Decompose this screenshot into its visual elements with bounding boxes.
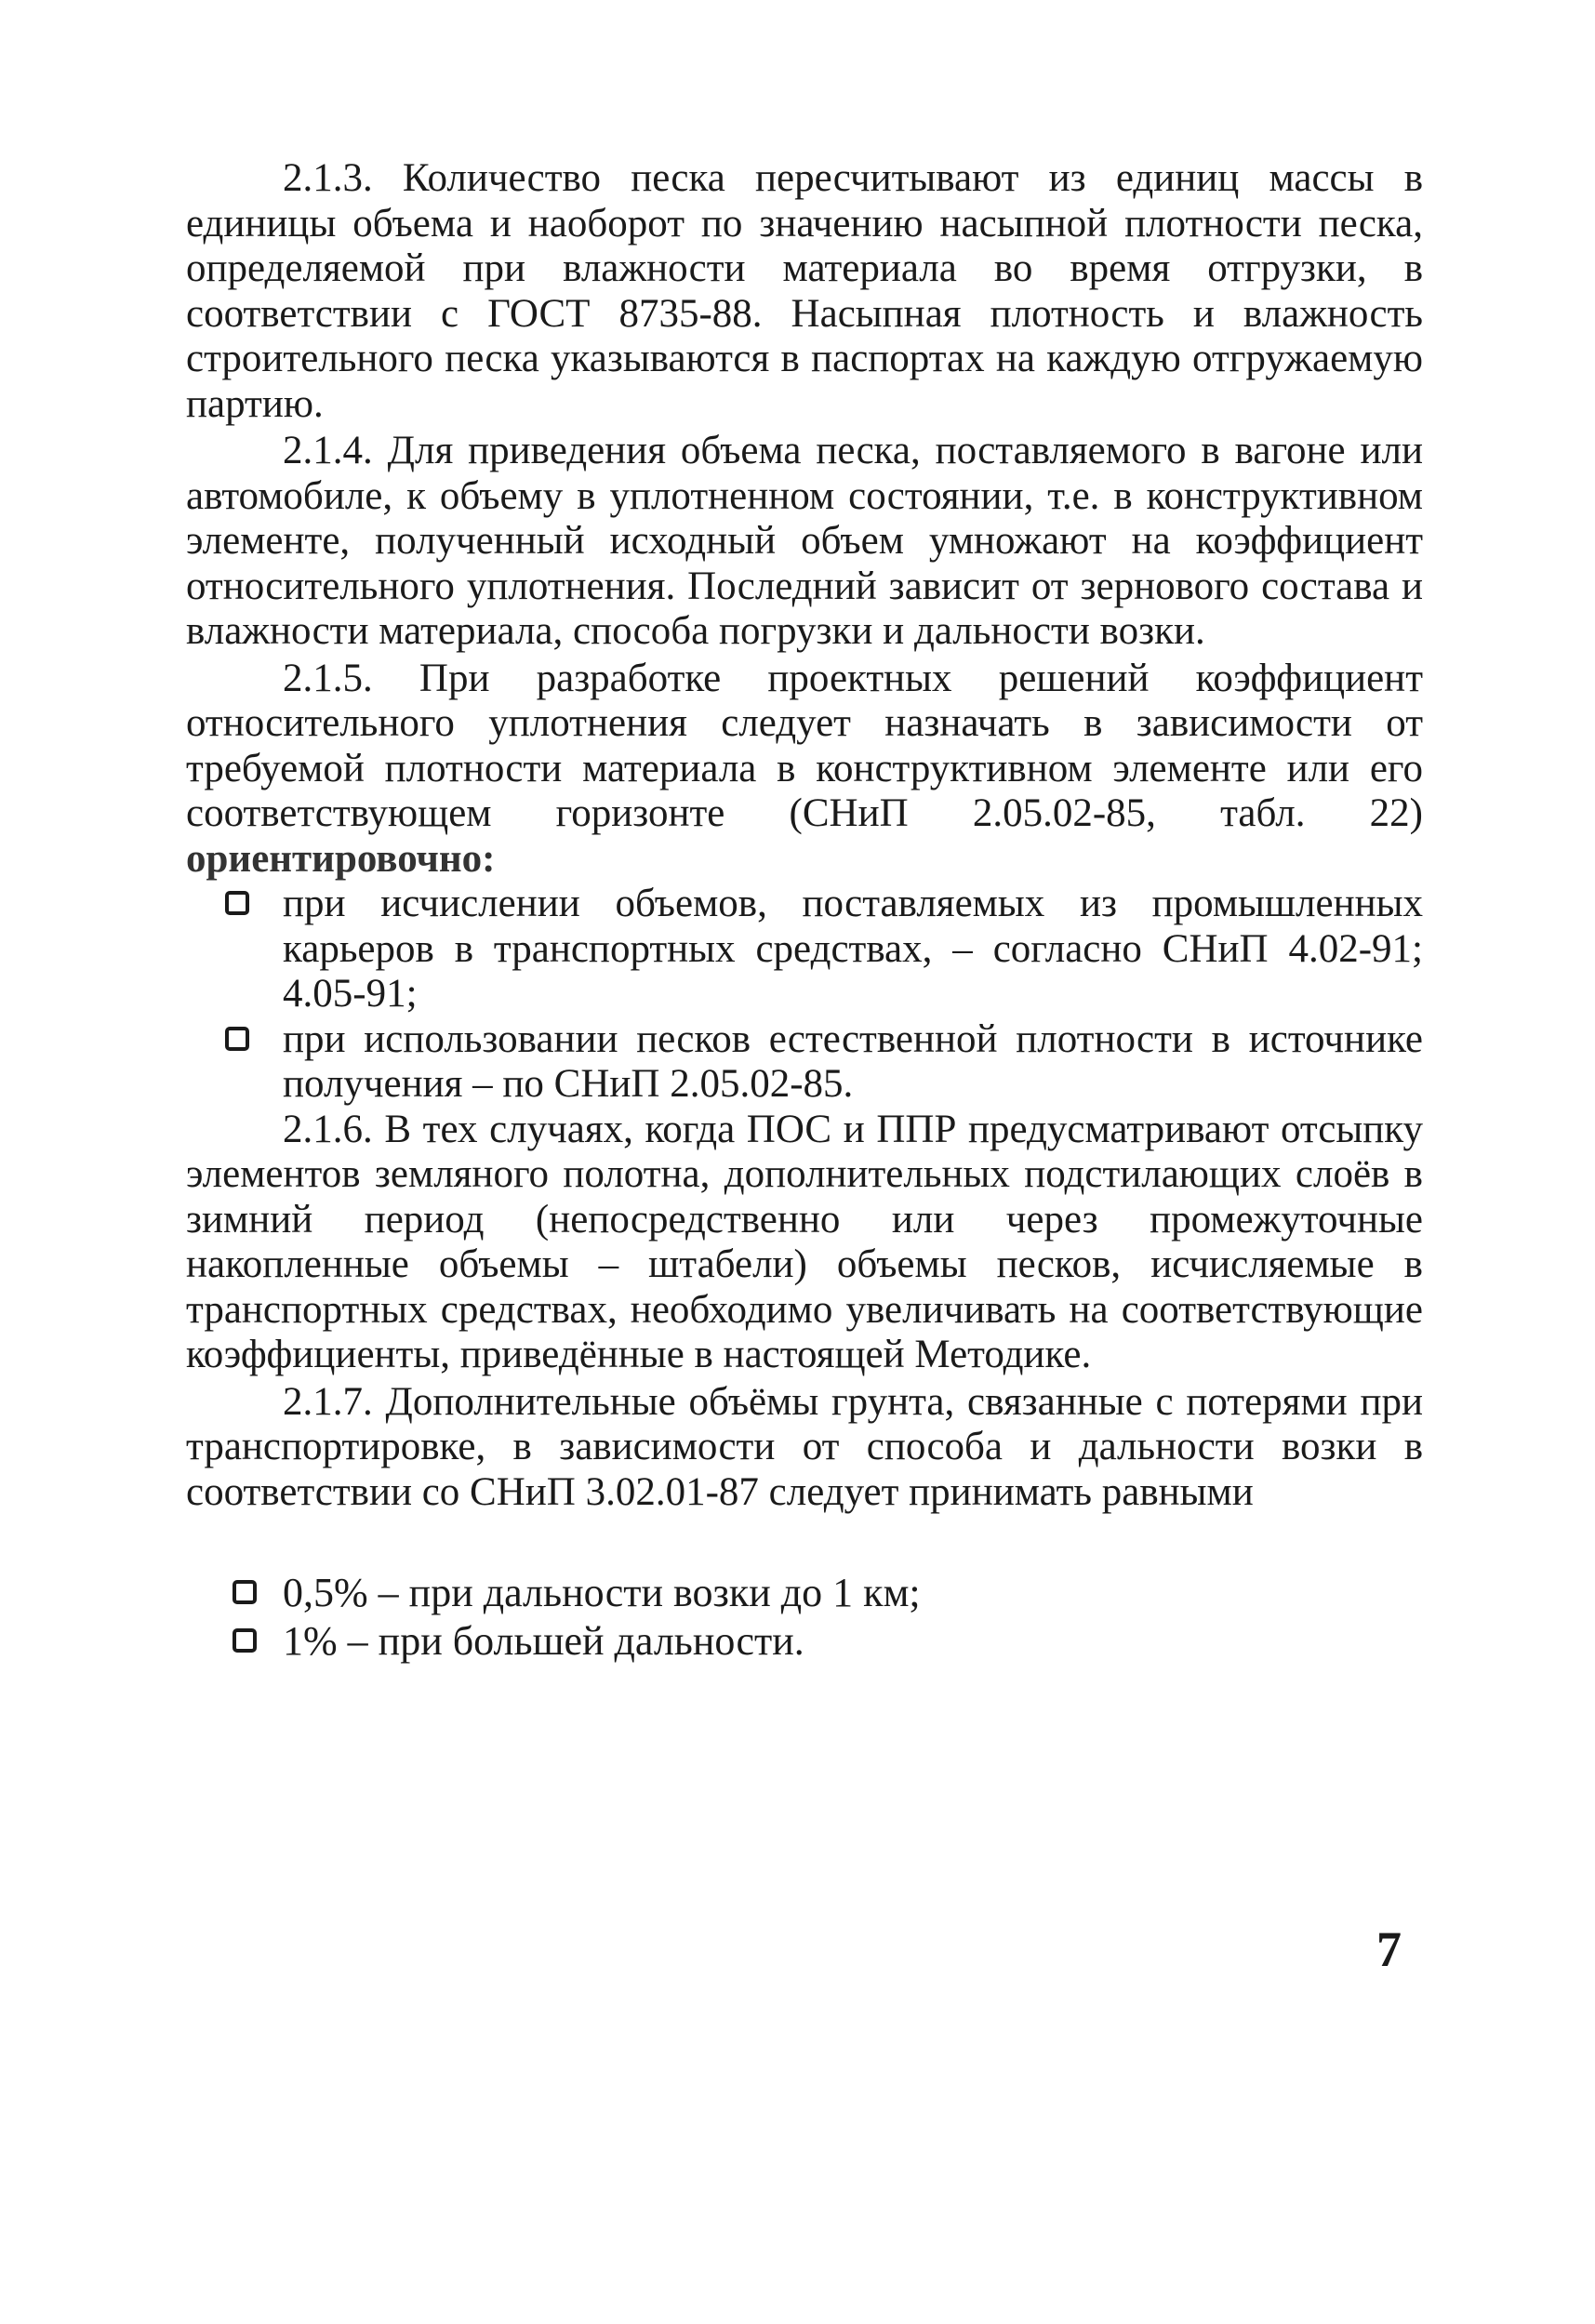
checkbox-bullet-icon — [233, 1628, 257, 1653]
list-item — [186, 1017, 1423, 1108]
list-item — [186, 882, 1423, 1017]
paragraph-2-1-3: 2.1.3. Количество песка пересчитывают из единиц массы в единицы объема и наоборот по значению насыпной плотности песка, определяемой при влажности материала во время отгрузки, в соответствии с ГОСТ 8735-88. Насыпная плотность и влажность строительного песка указываются в паспортах на каждую отгружаемую партию. — [186, 156, 1423, 426]
paragraph-2-1-4: 2.1.4. Для приведения объема песка, поставляемого в вагоне или автомобиле, к объему в уплотненном состоянии, т.е. в конструктивном элементе, полученный исходный объем умножают на коэффициент относительного уплотнения. Последний зависит от зернового состава и влажности материала, способа погрузки и дальности возки. — [186, 429, 1423, 653]
paragraph-2-1-5-emphasis: ориентировочно: — [186, 836, 496, 881]
checkbox-bullet-icon — [233, 1580, 257, 1604]
checkbox-bullet-icon — [225, 891, 249, 915]
list-item — [186, 1617, 1423, 1666]
page-number: 7 — [1376, 1921, 1402, 1977]
list-item — [186, 1569, 1423, 1617]
list-item-text: при исчислении объемов, поставляемых из промышленных карьеров в транспортных средствах, – согласно СНиП 4.02-91; 4.05-91; — [283, 882, 1423, 1016]
paragraph-2-1-5-text: 2.1.5. При разработке проектных решений коэффициент относительного уплотнения следует назначать в зависимости от требуемой плотности материала в конструктивном элементе или его соответствующем горизонте (СНиП 2.05.02-85, табл. 22) — [186, 656, 1423, 835]
bullet-list-2-1-5 — [186, 882, 1423, 1108]
document-page — [186, 156, 1423, 1666]
bullet-list-2-1-7 — [186, 1569, 1423, 1666]
spacer — [186, 1515, 1423, 1569]
paragraph-2-1-5 — [186, 657, 1423, 883]
checkbox-bullet-icon — [225, 1027, 249, 1051]
paragraph-2-1-6: 2.1.6. В тех случаях, когда ПОС и ППР предусматривают отсыпку элементов земляного полотна, дополнительных подстилающих слоёв в зимний период (непосредственно или через промежуточные накопленные объемы – штабели) объемы песков, исчисляемые в транспортных средствах, необходимо увеличивать на соответствующие коэффициенты, приведённые в настоящей Методике. — [186, 1107, 1423, 1376]
paragraph-2-1-7: 2.1.7. Дополнительные объёмы грунта, связанные с потерями при транспортировке, в зависимости от способа и дальности возки в соответствии со СНиП 3.02.01-87 следует принимать равными — [186, 1379, 1423, 1514]
list-item-text: 1% – при большей дальности. — [283, 1618, 804, 1664]
list-item-text: при использовании песков естественной плотности в источнике получения – по СНиП 2.05.02-85. — [283, 1016, 1423, 1106]
list-item-text: 0,5% – при дальности возки до 1 км; — [283, 1570, 921, 1615]
